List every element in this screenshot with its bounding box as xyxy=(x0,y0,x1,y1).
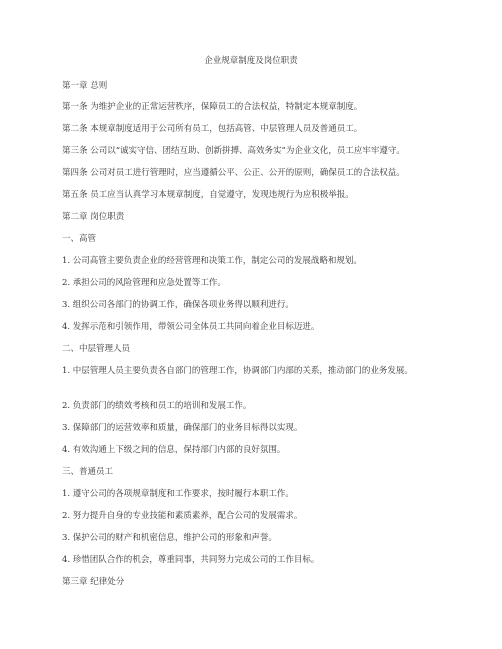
regular-staff-duty-1: 1. 遵守公司的各项规章制度和工作要求，按时履行本职工作。 xyxy=(62,489,294,499)
chapter-3-heading: 第三章 纪律处分 xyxy=(62,577,125,587)
middle-managers-duty-2: 2. 负责部门的绩效考核和员工的培训和发展工作。 xyxy=(62,401,252,411)
article-4: 第四条 公司对员工进行管理时，应当遵循公平、公正、公开的原则，确保员工的合法权益。 xyxy=(62,168,405,178)
middle-managers-duty-4: 4. 有效沟通上下级之间的信息，保持部门内部的良好氛围。 xyxy=(62,445,286,455)
executives-duty-2: 2. 承担公司的风险管理和应急处置等工作。 xyxy=(62,278,226,288)
section-middle-managers-heading: 二、中层管理人员 xyxy=(62,344,131,354)
executives-duty-4: 4. 发挥示范和引领作用，带领公司全体员工共同向着企业目标迈进。 xyxy=(62,322,320,332)
article-2: 第二条 本规章制度适用于公司所有员工，包括高管、中层管理人员及普通员工。 xyxy=(62,124,363,134)
executives-duty-1: 1. 公司高管主要负责企业的经营管理和决策工作，制定公司的发展战略和规划。 xyxy=(62,256,362,266)
middle-managers-duty-1: 1. 中层管理人员主要负责各自部门的管理工作，协调部门内部的关系，推动部门的业务发展。 xyxy=(62,366,413,376)
chapter-2-heading: 第二章 岗位职责 xyxy=(62,212,125,222)
article-1: 第一条 为维护企业的正常运营秩序，保障员工的合法权益，特制定本规章制度。 xyxy=(62,102,363,112)
middle-managers-duty-3: 3. 保障部门的运营效率和质量，确保部门的业务目标得以实现。 xyxy=(62,423,303,433)
section-executives-heading: 一、高管 xyxy=(62,234,97,244)
regular-staff-duty-4: 4. 珍惜团队合作的机会，尊重同事，共同努力完成公司的工作目标。 xyxy=(62,555,320,565)
regular-staff-duty-3: 3. 保护公司的财产和机密信息，维护公司的形象和声誉。 xyxy=(62,533,277,543)
article-3: 第三条 公司以“诚实守信、团结互助、创新拼搏、高效务实”为企业文化，员工应牢牢遵守。 xyxy=(62,146,405,156)
chapter-1-heading: 第一章 总则 xyxy=(62,81,108,91)
section-regular-staff-heading: 三、普通员工 xyxy=(62,467,114,477)
document-title: 企业规章制度及岗位职责 xyxy=(204,56,298,66)
executives-duty-3: 3. 组织公司各部门的协调工作，确保各项业务得以顺利进行。 xyxy=(62,300,294,310)
regular-staff-duty-2: 2. 努力提升自身的专业技能和素质素养，配合公司的发展需求。 xyxy=(62,511,303,521)
article-5: 第五条 员工应当认真学习本规章制度，自觉遵守，发现违规行为应积极举报。 xyxy=(62,190,354,200)
